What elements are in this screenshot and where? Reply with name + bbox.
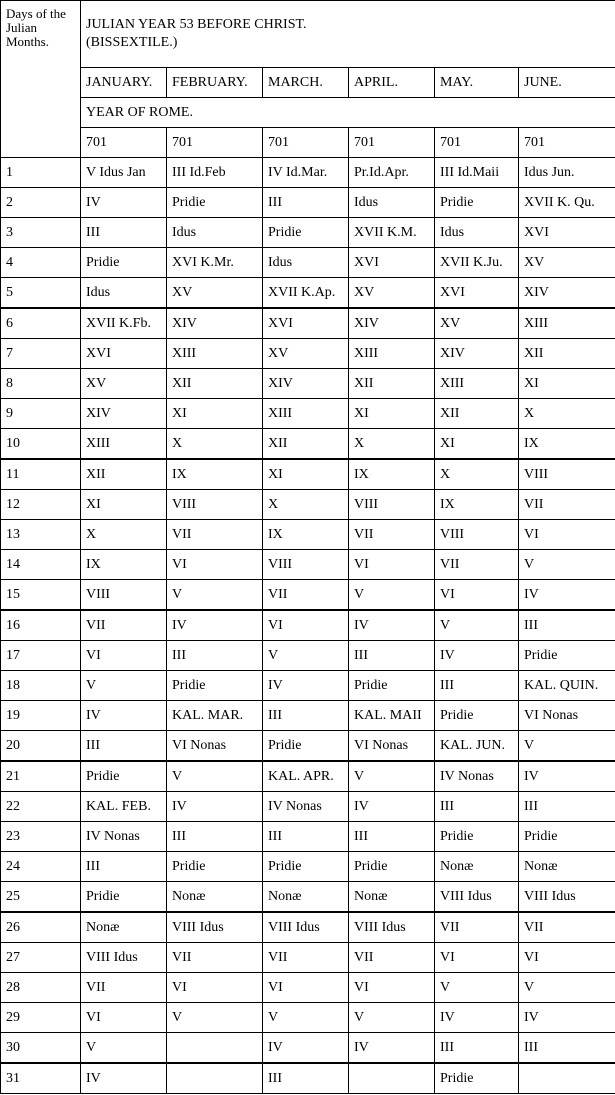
date-cell: VII	[167, 943, 263, 973]
date-cell: X	[519, 399, 615, 429]
date-cell: Pridie	[349, 671, 435, 701]
date-cell: X	[167, 429, 263, 460]
year-of-rome-label: YEAR OF ROME.	[81, 98, 615, 128]
date-cell: VII	[435, 550, 519, 580]
date-cell: X	[349, 429, 435, 460]
date-cell: VI	[349, 550, 435, 580]
years-row	[1, 128, 615, 158]
date-cell: Idus Jun.	[519, 158, 615, 188]
date-cell: XV	[167, 278, 263, 309]
date-cell: VIII Idus	[167, 912, 263, 943]
date-cell: V	[435, 610, 519, 641]
year-cell: 701	[81, 128, 167, 158]
date-cell: VI	[435, 580, 519, 611]
date-cell: XVI	[349, 248, 435, 278]
date-cell: IV	[519, 1003, 615, 1033]
year-of-rome-row	[1, 98, 615, 128]
day-number-cell: 12	[1, 490, 81, 520]
date-cell: XII	[349, 369, 435, 399]
date-cell: V	[519, 731, 615, 762]
table-row	[1, 520, 615, 550]
date-cell: III	[167, 822, 263, 852]
date-cell: IV Nonas	[435, 761, 519, 792]
table-row	[1, 1003, 615, 1033]
date-cell: XII	[519, 339, 615, 369]
day-number-cell: 17	[1, 641, 81, 671]
date-cell: IX	[519, 429, 615, 460]
date-cell: IV	[349, 610, 435, 641]
date-cell: XII	[81, 459, 167, 490]
date-cell: Pridie	[167, 852, 263, 882]
date-cell: VIII	[263, 550, 349, 580]
month-header: JUNE.	[519, 68, 615, 98]
date-cell: XIV	[435, 339, 519, 369]
date-cell: III	[167, 641, 263, 671]
year-cell: 701	[263, 128, 349, 158]
date-cell: XIV	[349, 308, 435, 339]
date-cell: VIII Idus	[81, 943, 167, 973]
table-row	[1, 490, 615, 520]
date-cell: V	[81, 671, 167, 701]
date-cell: IX	[81, 550, 167, 580]
months-row	[1, 68, 615, 98]
date-cell: IV	[81, 188, 167, 218]
date-cell: VI Nonas	[167, 731, 263, 762]
date-cell: Nonæ	[519, 852, 615, 882]
date-cell: IV	[349, 1033, 435, 1064]
day-number-cell: 19	[1, 701, 81, 731]
date-cell: IV Nonas	[81, 822, 167, 852]
date-cell: Pridie	[519, 822, 615, 852]
day-number-cell: 20	[1, 731, 81, 762]
day-number-cell: 15	[1, 580, 81, 611]
day-number-cell: 25	[1, 882, 81, 913]
year-cell: 701	[519, 128, 615, 158]
day-number-cell: 14	[1, 550, 81, 580]
date-cell: XII	[263, 429, 349, 460]
date-cell: XI	[81, 490, 167, 520]
date-cell	[519, 1063, 615, 1094]
date-cell: IV Id.Mar.	[263, 158, 349, 188]
date-cell: VII	[519, 912, 615, 943]
date-cell: Pr.Id.Apr.	[349, 158, 435, 188]
date-cell: IX	[263, 520, 349, 550]
date-cell: IV	[167, 610, 263, 641]
date-cell: VI	[167, 973, 263, 1003]
date-cell: Nonæ	[263, 882, 349, 913]
date-cell: KAL. APR.	[263, 761, 349, 792]
date-cell: Pridie	[263, 731, 349, 762]
date-cell: VIII Idus	[519, 882, 615, 913]
table-row	[1, 912, 615, 943]
table-row	[1, 580, 615, 611]
date-cell: VIII	[519, 459, 615, 490]
date-cell: Idus	[167, 218, 263, 248]
table-row	[1, 339, 615, 369]
date-cell: IV	[81, 701, 167, 731]
date-cell: XII	[435, 399, 519, 429]
date-cell: XVI K.Mr.	[167, 248, 263, 278]
date-cell: XI	[435, 429, 519, 460]
day-number-cell: 11	[1, 459, 81, 490]
date-cell: XVII K.Ju.	[435, 248, 519, 278]
date-cell: V	[519, 550, 615, 580]
date-cell: VI	[519, 520, 615, 550]
table-row	[1, 852, 615, 882]
day-number-cell: 21	[1, 761, 81, 792]
date-cell: V	[349, 580, 435, 611]
date-cell: XIV	[263, 369, 349, 399]
date-cell: VII	[263, 580, 349, 611]
day-number-cell: 30	[1, 1033, 81, 1064]
date-cell: XV	[263, 339, 349, 369]
date-cell: XI	[263, 459, 349, 490]
year-cell: 701	[349, 128, 435, 158]
date-cell: III Id.Maii	[435, 158, 519, 188]
day-number-cell: 5	[1, 278, 81, 309]
date-cell: III	[519, 610, 615, 641]
date-cell: III	[81, 852, 167, 882]
table-row	[1, 943, 615, 973]
date-cell: III	[81, 731, 167, 762]
date-cell: VIII Idus	[435, 882, 519, 913]
date-cell: Nonæ	[167, 882, 263, 913]
date-cell: Pridie	[81, 248, 167, 278]
title-line-1: JULIAN YEAR 53 BEFORE CHRIST.	[86, 17, 307, 32]
date-cell: XV	[519, 248, 615, 278]
table-row	[1, 701, 615, 731]
day-number-cell: 18	[1, 671, 81, 701]
date-cell: III	[263, 1063, 349, 1094]
date-cell: III	[263, 822, 349, 852]
date-cell: IV	[519, 761, 615, 792]
date-cell: Pridie	[81, 882, 167, 913]
date-cell: VII	[263, 943, 349, 973]
date-cell: VI	[81, 1003, 167, 1033]
date-cell: Idus	[81, 278, 167, 309]
date-cell: Pridie	[263, 852, 349, 882]
table-row	[1, 158, 615, 188]
date-cell: V	[263, 641, 349, 671]
table-title	[81, 1, 615, 68]
date-cell: VI Nonas	[349, 731, 435, 762]
date-cell: XIII	[435, 369, 519, 399]
table-row	[1, 429, 615, 460]
date-cell: Pridie	[519, 641, 615, 671]
day-number-cell: 10	[1, 429, 81, 460]
date-cell: VIII	[349, 490, 435, 520]
date-cell: VI	[263, 610, 349, 641]
date-cell: XVII K.Fb.	[81, 308, 167, 339]
days-column-header: Days of the Julian Months.	[1, 1, 81, 158]
date-cell: Idus	[349, 188, 435, 218]
day-number-cell: 24	[1, 852, 81, 882]
day-number-cell: 7	[1, 339, 81, 369]
date-cell: VII	[349, 520, 435, 550]
table-row	[1, 882, 615, 913]
date-cell	[167, 1033, 263, 1064]
date-cell: XIV	[81, 399, 167, 429]
date-cell: III	[435, 1033, 519, 1064]
date-cell: Pridie	[81, 761, 167, 792]
date-cell: KAL. FEB.	[81, 792, 167, 822]
date-cell: KAL. QUIN.	[519, 671, 615, 701]
date-cell: IV	[263, 1033, 349, 1064]
date-cell: IV	[263, 671, 349, 701]
date-cell: XIV	[519, 278, 615, 309]
date-cell: VIII	[81, 580, 167, 611]
date-cell: VIII	[435, 520, 519, 550]
date-cell: V	[349, 761, 435, 792]
date-cell: XIII	[263, 399, 349, 429]
table-row	[1, 459, 615, 490]
date-cell: VII	[435, 912, 519, 943]
date-cell: VIII Idus	[263, 912, 349, 943]
date-cell: V	[519, 973, 615, 1003]
day-number-cell: 8	[1, 369, 81, 399]
date-cell: XI	[167, 399, 263, 429]
day-number-cell: 6	[1, 308, 81, 339]
table-row	[1, 278, 615, 309]
date-cell	[167, 1063, 263, 1094]
date-cell: VI	[519, 943, 615, 973]
day-number-cell: 3	[1, 218, 81, 248]
date-cell: III	[349, 822, 435, 852]
date-cell: VI	[263, 973, 349, 1003]
date-cell: Pridie	[167, 671, 263, 701]
table-row	[1, 369, 615, 399]
table-row	[1, 610, 615, 641]
date-cell: VI	[435, 943, 519, 973]
date-cell: KAL. JUN.	[435, 731, 519, 762]
date-cell: VIII Idus	[349, 912, 435, 943]
table-row	[1, 641, 615, 671]
date-cell: Pridie	[263, 218, 349, 248]
table-row	[1, 822, 615, 852]
table-row	[1, 188, 615, 218]
date-cell: III	[349, 641, 435, 671]
date-cell: XVI	[519, 218, 615, 248]
date-cell: Nonæ	[349, 882, 435, 913]
month-header: MARCH.	[263, 68, 349, 98]
day-number-cell: 27	[1, 943, 81, 973]
month-header: APRIL.	[349, 68, 435, 98]
date-cell: XIII	[167, 339, 263, 369]
date-cell: XIII	[519, 308, 615, 339]
title-line-2: (BISSEXTILE.)	[86, 35, 178, 50]
date-cell: VII	[519, 490, 615, 520]
date-cell: X	[435, 459, 519, 490]
date-cell: VI	[81, 641, 167, 671]
date-cell: XV	[435, 308, 519, 339]
date-cell: IX	[349, 459, 435, 490]
table-row	[1, 218, 615, 248]
date-cell: VII	[349, 943, 435, 973]
date-cell: III	[519, 792, 615, 822]
table-row	[1, 792, 615, 822]
day-number-cell: 22	[1, 792, 81, 822]
date-cell: VII	[81, 610, 167, 641]
table-row	[1, 248, 615, 278]
date-cell: III Id.Feb	[167, 158, 263, 188]
month-header: JANUARY.	[81, 68, 167, 98]
date-cell: X	[81, 520, 167, 550]
date-cell: Pridie	[167, 188, 263, 218]
date-cell: VI	[167, 550, 263, 580]
day-number-cell: 1	[1, 158, 81, 188]
table-row	[1, 308, 615, 339]
date-cell: IV	[81, 1063, 167, 1094]
date-cell: KAL. MAII	[349, 701, 435, 731]
date-cell: XIII	[349, 339, 435, 369]
month-header: MAY.	[435, 68, 519, 98]
year-cell: 701	[167, 128, 263, 158]
table-row	[1, 761, 615, 792]
table-row	[1, 973, 615, 1003]
date-cell: IV	[435, 1003, 519, 1033]
date-cell: Idus	[435, 218, 519, 248]
day-number-cell: 31	[1, 1063, 81, 1094]
table-row	[1, 1033, 615, 1064]
date-cell: VII	[81, 973, 167, 1003]
day-number-cell: 9	[1, 399, 81, 429]
date-cell: V	[81, 1033, 167, 1064]
date-cell: XVI	[81, 339, 167, 369]
date-cell: XIV	[167, 308, 263, 339]
date-cell: IV Nonas	[263, 792, 349, 822]
date-cell: V	[435, 973, 519, 1003]
date-cell: Pridie	[349, 852, 435, 882]
date-cell	[349, 1063, 435, 1094]
month-header: FEBRUARY.	[167, 68, 263, 98]
date-cell: XII	[167, 369, 263, 399]
date-cell: XVII K.M.	[349, 218, 435, 248]
date-cell: Pridie	[435, 1063, 519, 1094]
date-cell: IV	[167, 792, 263, 822]
title-row	[1, 1, 615, 68]
date-cell: V	[167, 1003, 263, 1033]
date-cell: IV	[349, 792, 435, 822]
day-number-cell: 29	[1, 1003, 81, 1033]
date-cell: Idus	[263, 248, 349, 278]
day-number-cell: 26	[1, 912, 81, 943]
date-cell: IX	[435, 490, 519, 520]
date-cell: XVII K. Qu.	[519, 188, 615, 218]
day-number-cell: 23	[1, 822, 81, 852]
day-rows	[1, 158, 615, 1094]
date-cell: XI	[519, 369, 615, 399]
date-cell: XVI	[263, 308, 349, 339]
date-cell: VI Nonas	[519, 701, 615, 731]
date-cell: III	[263, 701, 349, 731]
date-cell: XV	[349, 278, 435, 309]
date-cell: X	[263, 490, 349, 520]
date-cell: XVI	[435, 278, 519, 309]
day-number-cell: 13	[1, 520, 81, 550]
date-cell: III	[81, 218, 167, 248]
date-cell: Pridie	[435, 822, 519, 852]
date-cell: Nonæ	[435, 852, 519, 882]
date-cell: III	[263, 188, 349, 218]
date-cell: V Idus Jan	[81, 158, 167, 188]
date-cell: IX	[167, 459, 263, 490]
date-cell: III	[519, 1033, 615, 1064]
date-cell: XI	[349, 399, 435, 429]
date-cell: V	[167, 761, 263, 792]
date-cell: V	[167, 580, 263, 611]
table-row	[1, 550, 615, 580]
date-cell: V	[263, 1003, 349, 1033]
date-cell: Nonæ	[81, 912, 167, 943]
date-cell: VI	[349, 973, 435, 1003]
table-row	[1, 1063, 615, 1094]
date-cell: Pridie	[435, 701, 519, 731]
date-cell: V	[349, 1003, 435, 1033]
table-row	[1, 731, 615, 762]
date-cell: KAL. MAR.	[167, 701, 263, 731]
date-cell: XVII K.Ap.	[263, 278, 349, 309]
date-cell: XV	[81, 369, 167, 399]
day-number-cell: 4	[1, 248, 81, 278]
date-cell: III	[435, 792, 519, 822]
date-cell: XIII	[81, 429, 167, 460]
day-number-cell: 2	[1, 188, 81, 218]
date-cell: Pridie	[435, 188, 519, 218]
date-cell: III	[435, 671, 519, 701]
date-cell: VIII	[167, 490, 263, 520]
table-row	[1, 399, 615, 429]
table-row	[1, 671, 615, 701]
day-number-cell: 28	[1, 973, 81, 1003]
year-cell: 701	[435, 128, 519, 158]
date-cell: VII	[167, 520, 263, 550]
date-cell: IV	[435, 641, 519, 671]
day-number-cell: 16	[1, 610, 81, 641]
date-cell: IV	[519, 580, 615, 611]
